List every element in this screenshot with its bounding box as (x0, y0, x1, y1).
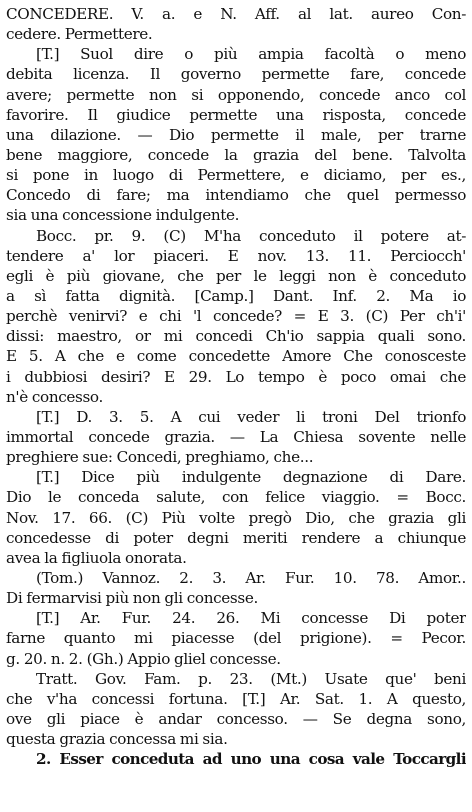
entry-line: bene maggiore, concede la grazia del bene. Talvolta (6, 145, 466, 164)
entry-line: avere; permette non si opponendo, concede anco col (6, 85, 466, 104)
entry-line: i dubbiosi desiri? E 29. Lo tempo è poco omai che (6, 367, 466, 386)
entry-line: immortal concede grazia. — La Chiesa sovente nelle (6, 427, 466, 446)
entry-line: [T.] Suol dire o più ampia facoltà o meno (36, 45, 466, 64)
entry-line: avea la figliuola onorata. (6, 548, 187, 567)
entry-line: Nov. 17. 66. (C) Più volte pregò Dio, che grazia gli (6, 508, 466, 527)
entry-line: a sì fatta dignità. [Camp.] Dant. Inf. 2. Ma io (6, 286, 466, 305)
entry-line: Tratt. Gov. Fam. p. 23. (Mt.) Usate que' beni (36, 669, 466, 688)
entry-line: Bocc. pr. 9. (C) M'ha conceduto il potere at- (36, 226, 466, 245)
entry-line: favorire. Il giudice permette una risposta, concede (6, 105, 466, 124)
entry-line: Di fermarvisi più non gli concesse. (6, 589, 258, 608)
dictionary-entry (6, 4, 466, 769)
entry-line: dissi: maestro, or mi concedi Ch'io sappia quali sono. (6, 327, 466, 346)
entry-line: tendere a' lor piaceri. E nov. 13. 11. Perciocch' (6, 246, 466, 265)
entry-line: Dio le conceda salute, con felice viaggio. = Bocc. (6, 488, 466, 507)
entry-line: egli è più giovane, che per le leggi non è conceduto (6, 266, 466, 285)
entry-line: farne quanto mi piacesse (del prigione). = Pecor. (6, 629, 466, 648)
entry-line: [T.] Ar. Fur. 24. 26. Mi concesse Di poter (36, 609, 466, 628)
entry-line: E 5. A che e come concedette Amore Che conosceste (6, 347, 466, 366)
entry-line: concedesse di poter degni meriti rendere a chiunque (6, 528, 466, 547)
entry-line: sia una concessione indulgente. (6, 206, 240, 225)
entry-line: questa grazia concessa mi sia. (6, 730, 228, 749)
entry-line: una dilazione. — Dio permette il male, per trarne (6, 125, 466, 144)
entry-line: g. 20. n. 2. (Gh.) Appio gliel concesse. (6, 649, 281, 668)
entry-line: che v'ha concessi fortuna. [T.] Ar. Sat. 1. A questo, (6, 689, 466, 708)
entry-line: perchè venirvi? e chi 'l concede? = E 3. (C) Per ch'i' (6, 307, 466, 326)
entry-line: ove gli piace è andar concesso. — Se degna sono, (6, 709, 466, 728)
entry-line: si pone in luogo di Permettere, e diciamo, per es., (6, 166, 466, 185)
entry-line: (Tom.) Vannoz. 2. 3. Ar. Fur. 10. 78. Amor.. (36, 568, 466, 587)
entry-line: 2. Esser conceduta ad uno una cosa vale Toccargli (36, 750, 466, 769)
entry-line: preghiere sue: Concedi, preghiamo, che... (6, 448, 314, 467)
entry-line: Concedo di fare; ma intendiamo che quel permesso (6, 186, 466, 205)
entry-line: CONCEDERE. V. a. e N. Aff. al lat. aureo Con- (6, 5, 466, 23)
entry-line: debita licenza. Il governo permette fare, concede (6, 65, 466, 84)
entry-line: [T.] Dice più indulgente degnazione di Dare. (36, 468, 466, 487)
entry-line: [T.] D. 3. 5. A cui veder li troni Del trionfo (36, 407, 466, 426)
entry-line: cedere. Permettere. (6, 25, 153, 44)
entry-line: n'è concesso. (6, 387, 103, 406)
